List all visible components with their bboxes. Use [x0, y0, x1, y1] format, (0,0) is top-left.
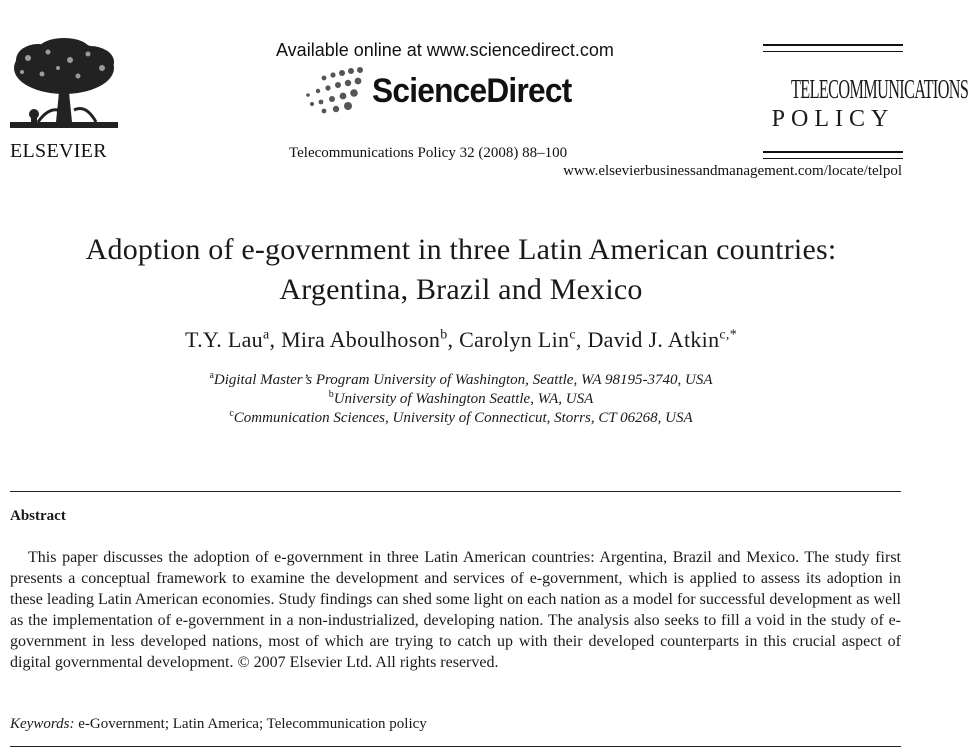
author-separator: ,: [575, 327, 588, 352]
paper-title: [0, 230, 922, 310]
author-affiliation-mark: c: [569, 327, 576, 343]
journal-logo-line2: POLICY: [771, 106, 895, 132]
author-affiliation-mark: a: [262, 327, 270, 343]
journal-logo-line1: TELECOMMUNICATIONS: [791, 74, 968, 104]
journal-logo: [763, 44, 968, 162]
divider: [10, 491, 901, 492]
logo-rule: [763, 44, 903, 46]
available-online-text[interactable]: Available online at www.sciencedirect.com: [276, 40, 614, 60]
author-name: T.Y. Lau: [184, 327, 263, 352]
author-separator: ,: [269, 327, 282, 352]
author-name: David J. Atkin: [587, 327, 720, 352]
sciencedirect-brand[interactable]: ScienceDirect: [372, 72, 572, 110]
journal-url-link[interactable]: www.elsevierbusinessandmanagement.com/locate/telpol: [563, 163, 902, 179]
title-line-2: Argentina, Brazil and Mexico: [279, 273, 643, 306]
author-list: [0, 327, 922, 353]
author-name: Mira Aboulhoson: [281, 327, 441, 352]
divider: [10, 746, 901, 747]
abstract-text: This paper discusses the adoption of e-government in three Latin American countries: Argentina, Brazil and Mexico. The study first presents a conceptual framework to examine the development and services of e-government, which is applied to assess its adoption in these leading Latin American economies. Study findings can shed some light on each nation as a model for successful development as well as the implementation of e-government in a non-industrialized, developing nation. The analysis also seeks to fill a void in the study of e-government in less developed nations, most of which are trying to catch up with their developed counterparts in this crucial aspect of digital governmental development. © 2007 Elsevier Ltd. All rights reserved.: [10, 549, 901, 671]
affiliation-text: University of Washington Seattle, WA, USA: [333, 391, 594, 407]
author-name: Carolyn Lin: [459, 327, 570, 352]
affiliation-text: Digital Master’s Program University of Washington, Seattle, WA 98195-3740, USA: [213, 372, 713, 388]
affiliation-mark: b: [328, 389, 334, 400]
publisher-name: ELSEVIER: [10, 140, 107, 162]
keywords-list: e-Government; Latin America; Telecommunication policy: [78, 716, 427, 732]
logo-rule: [763, 158, 903, 159]
affiliation-mark: a: [209, 370, 214, 381]
journal-citation: Telecommunications Policy 32 (2008) 88–100: [289, 145, 568, 161]
abstract-heading: Abstract: [10, 508, 66, 524]
affiliation: [0, 389, 922, 408]
author-affiliation-mark: c,*: [719, 327, 738, 343]
affiliation-text: Communication Sciences, University of Connecticut, Storrs, CT 06268, USA: [233, 410, 693, 426]
author-affiliation-mark: b: [440, 327, 448, 343]
elsevier-tree-icon: [8, 38, 120, 130]
affiliation: [0, 370, 922, 389]
affiliation-mark: c: [229, 408, 234, 419]
title-line-1: Adoption of e-government in three Latin American countries:: [85, 233, 837, 266]
sciencedirect-dots-icon: [302, 64, 372, 114]
affiliation: [0, 408, 922, 427]
logo-rule: [763, 51, 903, 52]
keywords-label: Keywords:: [10, 716, 75, 732]
keywords: [10, 716, 427, 733]
logo-rule: [763, 151, 903, 153]
author-separator: ,: [447, 327, 460, 352]
